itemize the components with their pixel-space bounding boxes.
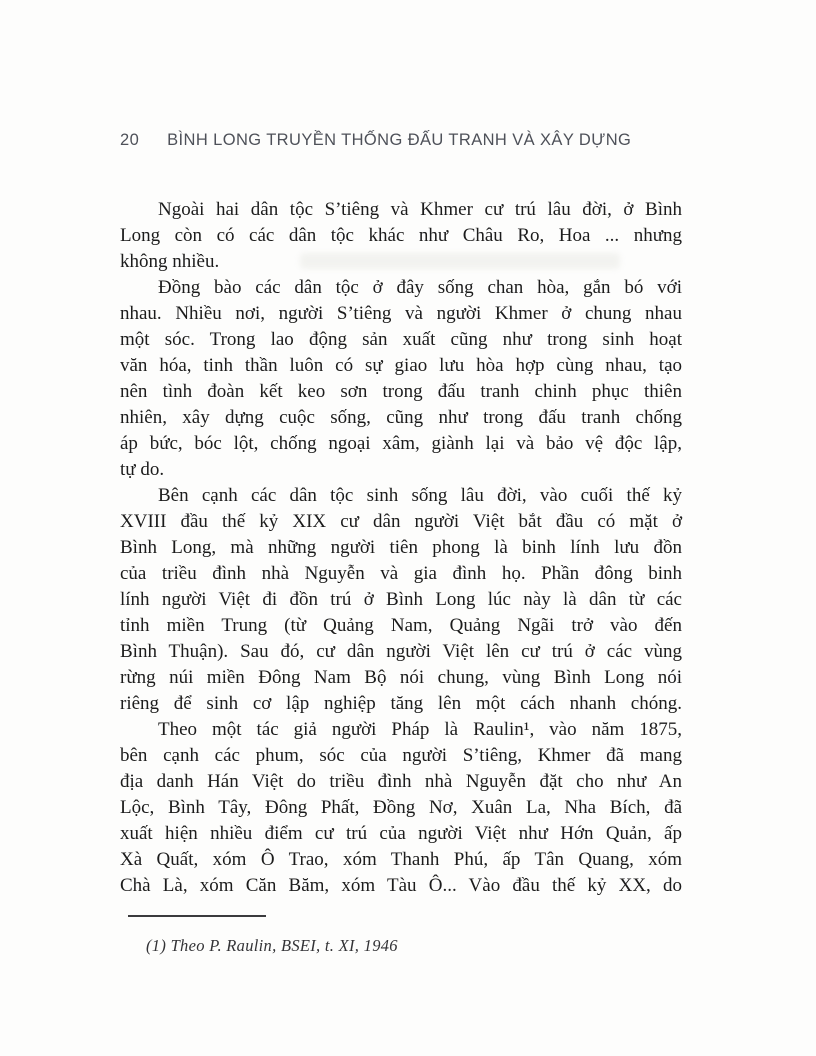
text-line: lính người Việt đi đồn trú ở Bình Long lúc này là dân từ các (120, 589, 682, 610)
text-line: một sóc. Trong lao động sản xuất cũng như trong sinh hoạt (120, 329, 682, 350)
text-line: riêng để sinh cơ lập nghiệp tăng lên một cách nhanh chóng. (120, 693, 682, 714)
text-line: bên cạnh các phum, sóc của người S’tiêng, Khmer đã mang (120, 745, 682, 766)
footnote-text: (1) Theo P. Raulin, BSEI, t. XI, 1946 (146, 936, 398, 955)
text-line: Long còn có các dân tộc khác như Châu Ro, Hoa ... nhưng (120, 225, 682, 246)
paragraph (120, 197, 682, 275)
paragraph (120, 483, 682, 717)
text-line: Chà Là, xóm Căn Băm, xóm Tàu Ô... Vào đầu thế kỷ XX, do (120, 875, 682, 896)
text-line: Lộc, Bình Tây, Đông Phất, Đồng Nơ, Xuân La, Nha Bích, đã (120, 797, 682, 818)
body-text (120, 197, 682, 899)
text-line: nhiên, xây dựng cuộc sống, cũng như trong đấu tranh chống (120, 407, 682, 428)
running-title: BÌNH LONG TRUYỀN THỐNG ĐẤU TRANH VÀ XÂY DỰNG (167, 131, 632, 149)
text-line: Theo một tác giả người Pháp là Raulin¹, vào năm 1875, (158, 719, 682, 740)
text-line: Bình Long, mà những người tiên phong là binh lính lưu đồn (120, 537, 682, 558)
text-line: văn hóa, tinh thần luôn có sự giao lưu hòa hợp cùng nhau, tạo (120, 355, 682, 376)
paragraph (120, 717, 682, 899)
text-line: tỉnh miền Trung (từ Quảng Nam, Quảng Ngãi trở vào đến (120, 615, 682, 636)
text-line: xuất hiện nhiều điểm cư trú của người Việt như Hớn Quản, ấp (120, 823, 682, 844)
text-line: địa danh Hán Việt do triều đình nhà Nguyễn đặt cho như An (120, 771, 682, 792)
text-line: của triều đình nhà Nguyễn và gia đình họ. Phần đông binh (120, 563, 682, 584)
text-line: nên tình đoàn kết keo sơn trong đấu tranh chinh phục thiên (120, 381, 682, 402)
paragraph (120, 275, 682, 483)
text-line: tự do. (120, 459, 165, 480)
text-line: rừng núi miền Đông Nam Bộ nói chung, vùng Bình Long nói (120, 667, 682, 688)
text-line: Bên cạnh các dân tộc sinh sống lâu đời, vào cuối thế kỷ (158, 485, 682, 506)
text-line: Bình Thuận). Sau đó, cư dân người Việt lên cư trú ở các vùng (120, 641, 682, 662)
text-line: XVIII đầu thế kỷ XIX cư dân người Việt bắt đầu có mặt ở (120, 511, 682, 532)
text-line: Xà Quất, xóm Ô Trao, xóm Thanh Phú, ấp Tân Quang, xóm (120, 849, 682, 870)
text-line: Đồng bào các dân tộc ở đây sống chan hòa, gắn bó với (158, 277, 682, 298)
text-line: nhau. Nhiều nơi, người S’tiêng và người Khmer ở chung nhau (120, 303, 682, 324)
footnote (146, 936, 666, 956)
page-header (120, 131, 682, 150)
page-number: 20 (120, 131, 140, 149)
text-line: Ngoài hai dân tộc S’tiêng và Khmer cư trú lâu đời, ở Bình (158, 199, 682, 220)
text-line: không nhiều. (120, 251, 220, 272)
text-line: áp bức, bóc lột, chống ngoại xâm, giành lại và bảo vệ độc lập, (120, 433, 682, 454)
footnote-divider (128, 915, 266, 917)
